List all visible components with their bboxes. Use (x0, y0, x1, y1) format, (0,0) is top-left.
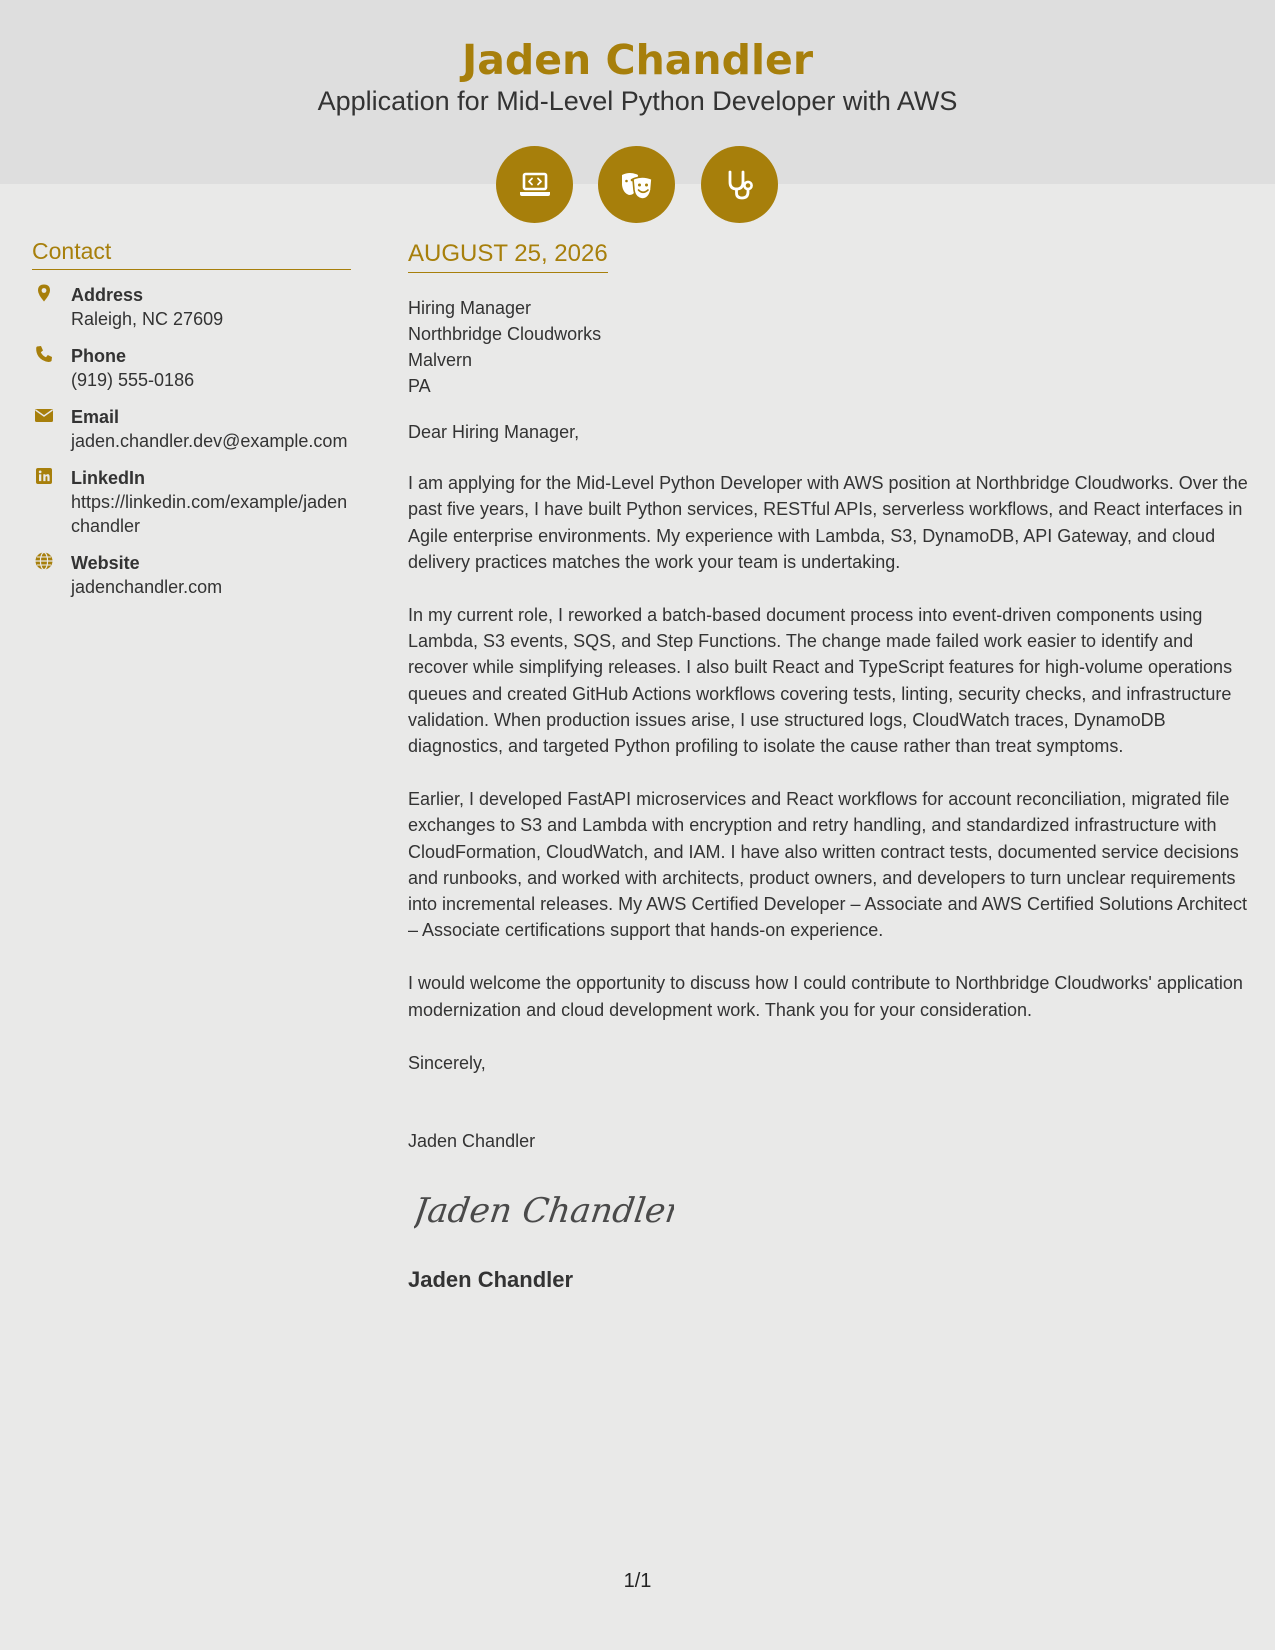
handwritten-signature (414, 1184, 674, 1236)
paragraph: Earlier, I developed FastAPI microservices and React workflows for account reconciliation, migrated file exchanges to S3 and Lambda with encryption and retry handling, and standardized infrastructure with CloudFormation, CloudWatch, and IAM. I have also written contract tests, documented service decisions and runbooks, and worked with architects, product owners, and developers to turn unclear requirements into incremental releases. My AWS Certified Developer – Associate and AWS Certified Solutions Architect – Associate certifications support that hands-on experience. (408, 789, 1248, 941)
contact-website (32, 551, 351, 599)
address-value: Raleigh, NC 27609 (71, 309, 224, 329)
email-value: jaden.chandler.dev@example.com (71, 431, 348, 451)
website-label: Website (71, 553, 140, 573)
letter-date: AUGUST 25, 2026 (408, 240, 608, 273)
applicant-name: Jaden Chandler (461, 36, 814, 84)
recipient-line: PA (408, 376, 431, 396)
email-label: Email (71, 407, 120, 427)
contact-email (32, 405, 351, 453)
theater-masks-icon (598, 146, 675, 223)
address-label: Address (71, 285, 144, 305)
recipient-line: Northbridge Cloudworks (408, 324, 602, 344)
signer-name: Jaden Chandler (408, 1130, 536, 1151)
stethoscope-icon (701, 146, 778, 223)
website-value: jadenchandler.com (71, 577, 223, 597)
phone-icon (34, 344, 54, 364)
laptop-code-icon (496, 146, 573, 223)
contact-sidebar (32, 238, 351, 599)
recipient-line: Hiring Manager (408, 298, 532, 318)
recipient-block (408, 295, 1253, 399)
letter-body (408, 240, 1253, 1293)
recipient-line: Malvern (408, 350, 473, 370)
paragraph: I would welcome the opportunity to discuss how I could contribute to Northbridge Cloudworks' application modernization and cloud development work. Thank you for your consideration. (408, 973, 1243, 1020)
contact-title: Contact (32, 238, 351, 270)
contact-address (32, 283, 351, 331)
application-subtitle: Application for Mid-Level Python Developer with AWS (317, 86, 958, 116)
contact-phone (32, 344, 351, 392)
closing: Sincerely, (408, 1052, 486, 1073)
linkedin-value: https://linkedin.com/example/jadenchandler (71, 492, 348, 536)
signed-name: Jaden Chandler (408, 1266, 574, 1292)
globe-icon (34, 551, 54, 571)
contact-linkedin (32, 466, 351, 538)
greeting: Dear Hiring Manager, (408, 422, 580, 442)
linkedin-label: LinkedIn (71, 468, 146, 488)
envelope-icon (34, 405, 54, 425)
page-number: 1/1 (623, 1570, 652, 1592)
paragraph: In my current role, I reworked a batch-based document process into event-driven components using Lambda, S3 events, SQS, and Step Functions. The change made failed work easier to identify and recover while simplifying releases. I also built React and TypeScript features for high-volume operations queues and created GitHub Actions workflows covering tests, linting, security checks, and infrastructure validation. When production issues arise, I use structured logs, CloudWatch traces, DynamoDB diagnostics, and targeted Python profiling to isolate the cause rather than treat symptoms. (408, 605, 1233, 757)
map-marker-icon (34, 283, 54, 303)
signature-text: Jaden Chandler (414, 1191, 674, 1231)
paragraph: I am applying for the Mid-Level Python Developer with AWS position at Northbridge Cloudworks. Over the past five years, I have built Python services, RESTful APIs, serverless workflows, and React interfaces in Agile enterprise environments. My experience with Lambda, S3, DynamoDB, API Gateway, and cloud delivery practices matches the work your team is undertaking. (408, 473, 1248, 572)
phone-value: (919) 555-0186 (71, 370, 195, 390)
linkedin-icon (34, 466, 54, 486)
phone-label: Phone (71, 346, 127, 366)
